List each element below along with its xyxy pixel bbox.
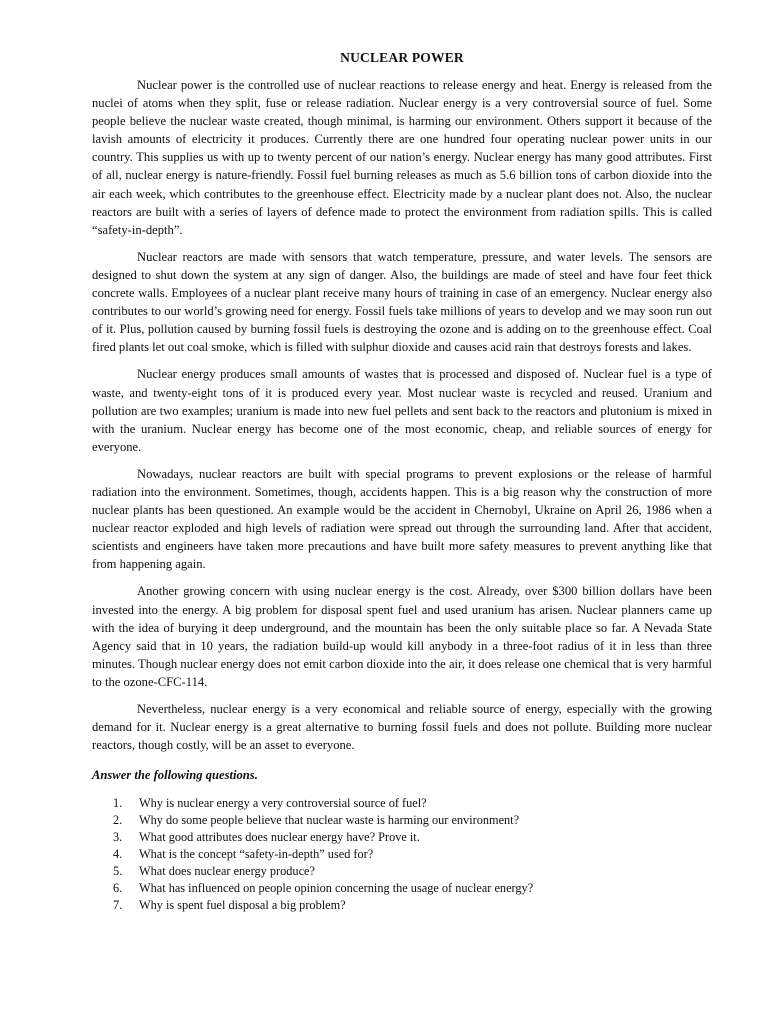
paragraph-conclusion: Nevertheless, nuclear energy is a very economical and reliable source of energy, especially with the growing demand for it. Nuclear energy is a great alternative to burning fossil fuels and does not pollute. Building more nuclear reactors, though costly, will be an asset to everyone. bbox=[92, 702, 712, 753]
question-text: Why do some people believe that nuclear waste is harming our environment? bbox=[139, 813, 520, 828]
question-number: 3. bbox=[113, 830, 123, 845]
question-item bbox=[113, 812, 712, 829]
question-text: What good attributes does nuclear energy have? Prove it. bbox=[139, 830, 420, 845]
question-item bbox=[113, 846, 712, 863]
question-number: 4. bbox=[113, 847, 123, 862]
question-number: 5. bbox=[113, 864, 123, 879]
paragraph-reactors: Nuclear reactors are made with sensors that watch temperature, pressure, and water levels. The sensors are designed to shut down the system at any sign of danger. Also, the buildings are made of steel and have four feet thick concrete walls. Employees of a nuclear plant receive many hours of training in case of an emergency. Nuclear energy also contributes to our world’s growing need for energy. Fossil fuels take millions of years to develop and we may soon run out of it. Plus, pollution caused by burning fossil fuels is destroying the ozone and is adding on to the greenhouse effect. Coal fired plants let out coal smoke, which is filled with sulphur dioxide and causes acid rain that destroys forests and lakes. bbox=[92, 249, 712, 355]
question-text: What is the concept “safety-in-depth” used for? bbox=[139, 847, 374, 862]
question-number: 2. bbox=[113, 813, 123, 828]
question-number: 7. bbox=[113, 898, 123, 913]
questions-heading: Answer the following questions. bbox=[92, 768, 258, 783]
question-number: 1. bbox=[113, 796, 123, 811]
question-text: What has influenced on people opinion concerning the usage of nuclear energy? bbox=[139, 881, 534, 896]
question-item bbox=[113, 863, 712, 880]
questions-list bbox=[92, 795, 712, 914]
question-text: What does nuclear energy produce? bbox=[139, 864, 315, 879]
paragraph-intro: Nuclear power is the controlled use of nuclear reactions to release energy and heat. Energy is released from the nuclei of atoms when they split, fuse or release radiation. Nuclear energy is a very controversial source of fuel. Some people believe the nuclear waste created, though minimal, is harming our environment. Others support it because of the lavish amounts of electricity it produces. Currently there are one hundred four operating nuclear power units in our country. This supplies us with up to twenty percent of our nation’s energy. Nuclear energy has many good attributes. First of all, nuclear energy is nature-friendly. Fossil fuel burning releases as much as 5.6 billion tons of carbon dioxide into the air each week, which contributes to the greenhouse effect. Electricity made by a nuclear plant does not. Also, the nuclear reactors are built with a series of layers of defence made to protect the environment from radiation spills. This is called “safety-in-depth”. bbox=[92, 78, 712, 237]
question-item bbox=[113, 795, 712, 812]
question-text: Why is spent fuel disposal a big problem? bbox=[139, 898, 346, 913]
question-text: Why is nuclear energy a very controversial source of fuel? bbox=[139, 796, 427, 811]
question-item bbox=[113, 897, 712, 914]
question-number: 6. bbox=[113, 881, 123, 896]
paragraph-accidents: Nowadays, nuclear reactors are built with special programs to prevent explosions or the release of harmful radiation into the environment. Sometimes, though, accidents happen. This is a big reason why the construction of more nuclear plants has been questioned. An example would be the accident in Chernobyl, Ukraine on April 26, 1986 when a nuclear reactor exploded and high levels of radiation were spread out through the surrounding land. After that accident, scientists and engineers have taken more precautions and have built more safety measures to prevent anything like that from happening again. bbox=[92, 466, 712, 572]
document-title: NUCLEAR POWER bbox=[340, 50, 464, 65]
question-item bbox=[113, 880, 712, 897]
paragraph-cost: Another growing concern with using nuclear energy is the cost. Already, over $300 billion dollars have been invested into the energy. A big problem for disposal spent fuel and used uranium has arisen. Nuclear planners came up with the idea of burying it deep underground, and the mountain has been the only suitable place so far. A Nevada State Agency said that in 10 years, the radiation build-up would kill anybody in a three-foot radius of it in less than three minutes. Though nuclear energy does not emit carbon dioxide into the air, it does release one chemical that is very harmful to the ozone-CFC-114. bbox=[92, 584, 712, 689]
question-item bbox=[113, 829, 712, 846]
paragraph-waste: Nuclear energy produces small amounts of wastes that is processed and disposed of. Nuclear fuel is a type of waste, and twenty-eight tons of it is produced every year. Most nuclear waste is recycled and reused. Uranium and pollution are two examples; uranium is made into new fuel pellets and sent back to the reactors and plutonium is mixed in with the uranium. Nuclear energy has become one of the most economic, cheap, and reliable sources of energy for everyone. bbox=[92, 367, 712, 454]
